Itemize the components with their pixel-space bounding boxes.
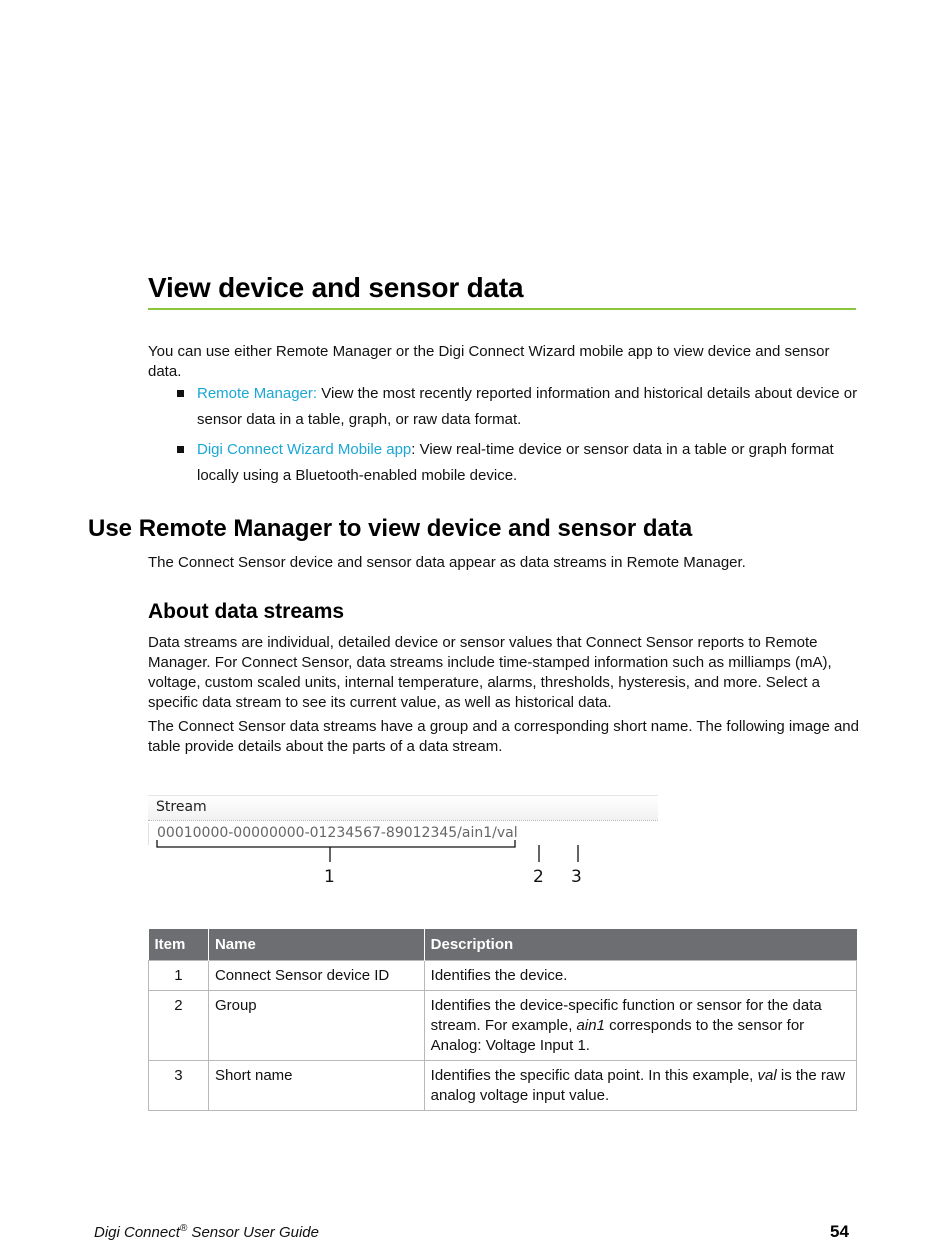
section-title: Use Remote Manager to view device and sensor data	[88, 515, 693, 542]
data-streams-paragraph-2: The Connect Sensor data streams have a group and a corresponding short name. The following image and table provide details about the parts of a data stream.	[148, 718, 859, 755]
callout-1: 1	[324, 867, 335, 887]
footer-guide-title: Digi Connect® Sensor User Guide	[94, 1223, 319, 1241]
page-number: 54	[830, 1222, 849, 1241]
list-item-text: View the most recently reported information and historical details about device or sensor data in a table, graph, or raw data format.	[197, 385, 858, 428]
page-title: View device and sensor data	[148, 272, 856, 310]
table-row	[149, 1061, 857, 1111]
remote-manager-link[interactable]: Remote Manager:	[197, 385, 318, 402]
options-list	[175, 381, 865, 493]
intro-paragraph: You can use either Remote Manager or the Digi Connect Wizard mobile app to view device and sensor data.	[148, 343, 830, 380]
table-row	[149, 961, 857, 991]
cell-description: Identifies the device.	[424, 961, 856, 991]
callout-3: 3	[571, 867, 582, 887]
table-row	[149, 991, 857, 1061]
column-header-name: Name	[208, 929, 424, 961]
callout-2: 2	[533, 867, 544, 887]
cell-name: Short name	[208, 1061, 424, 1111]
subsection-title: About data streams	[148, 600, 345, 623]
callout-lines	[148, 795, 660, 895]
data-streams-paragraph: Data streams are individual, detailed device or sensor values that Connect Sensor reports to Remote Manager. For Connect Sensor, data streams include time-stamped information such as milliamps (mA), voltage, custom scaled units, internal temperature, alarms, thresholds, hysteresis, and more. Select a specific data stream to see its current value, as well as historical data.	[148, 634, 832, 711]
stream-parts-table	[148, 929, 857, 1111]
column-header-item: Item	[149, 929, 209, 961]
cell-item: 1	[149, 961, 209, 991]
table-header-row	[149, 929, 857, 961]
stream-header-label: Stream	[156, 799, 207, 815]
section-paragraph: The Connect Sensor device and sensor data appear as data streams in Remote Manager.	[148, 554, 746, 571]
cell-name: Group	[208, 991, 424, 1061]
cell-item: 3	[149, 1061, 209, 1111]
list-item	[175, 437, 865, 489]
cell-description: Identifies the specific data point. In this example, val is the raw analog voltage input value.	[424, 1061, 856, 1111]
stream-figure	[148, 795, 660, 895]
cell-description: Identifies the device-specific function or sensor for the data stream. For example, ain1 corresponds to the sensor for Analog: Voltage Input 1.	[424, 991, 856, 1061]
square-bullet-icon	[177, 446, 184, 453]
square-bullet-icon	[177, 390, 184, 397]
cell-item: 2	[149, 991, 209, 1061]
list-item-text: : View real-time device or sensor data in a table or graph format locally using a Bluetooth-enabled mobile device.	[197, 441, 834, 484]
wizard-mobile-app-link[interactable]: Digi Connect Wizard Mobile app	[197, 441, 412, 458]
cell-name: Connect Sensor device ID	[208, 961, 424, 991]
list-item	[175, 381, 865, 433]
stream-value: 00010000-00000000-01234567-89012345/ain1/val	[157, 825, 518, 841]
column-header-description: Description	[424, 929, 856, 961]
